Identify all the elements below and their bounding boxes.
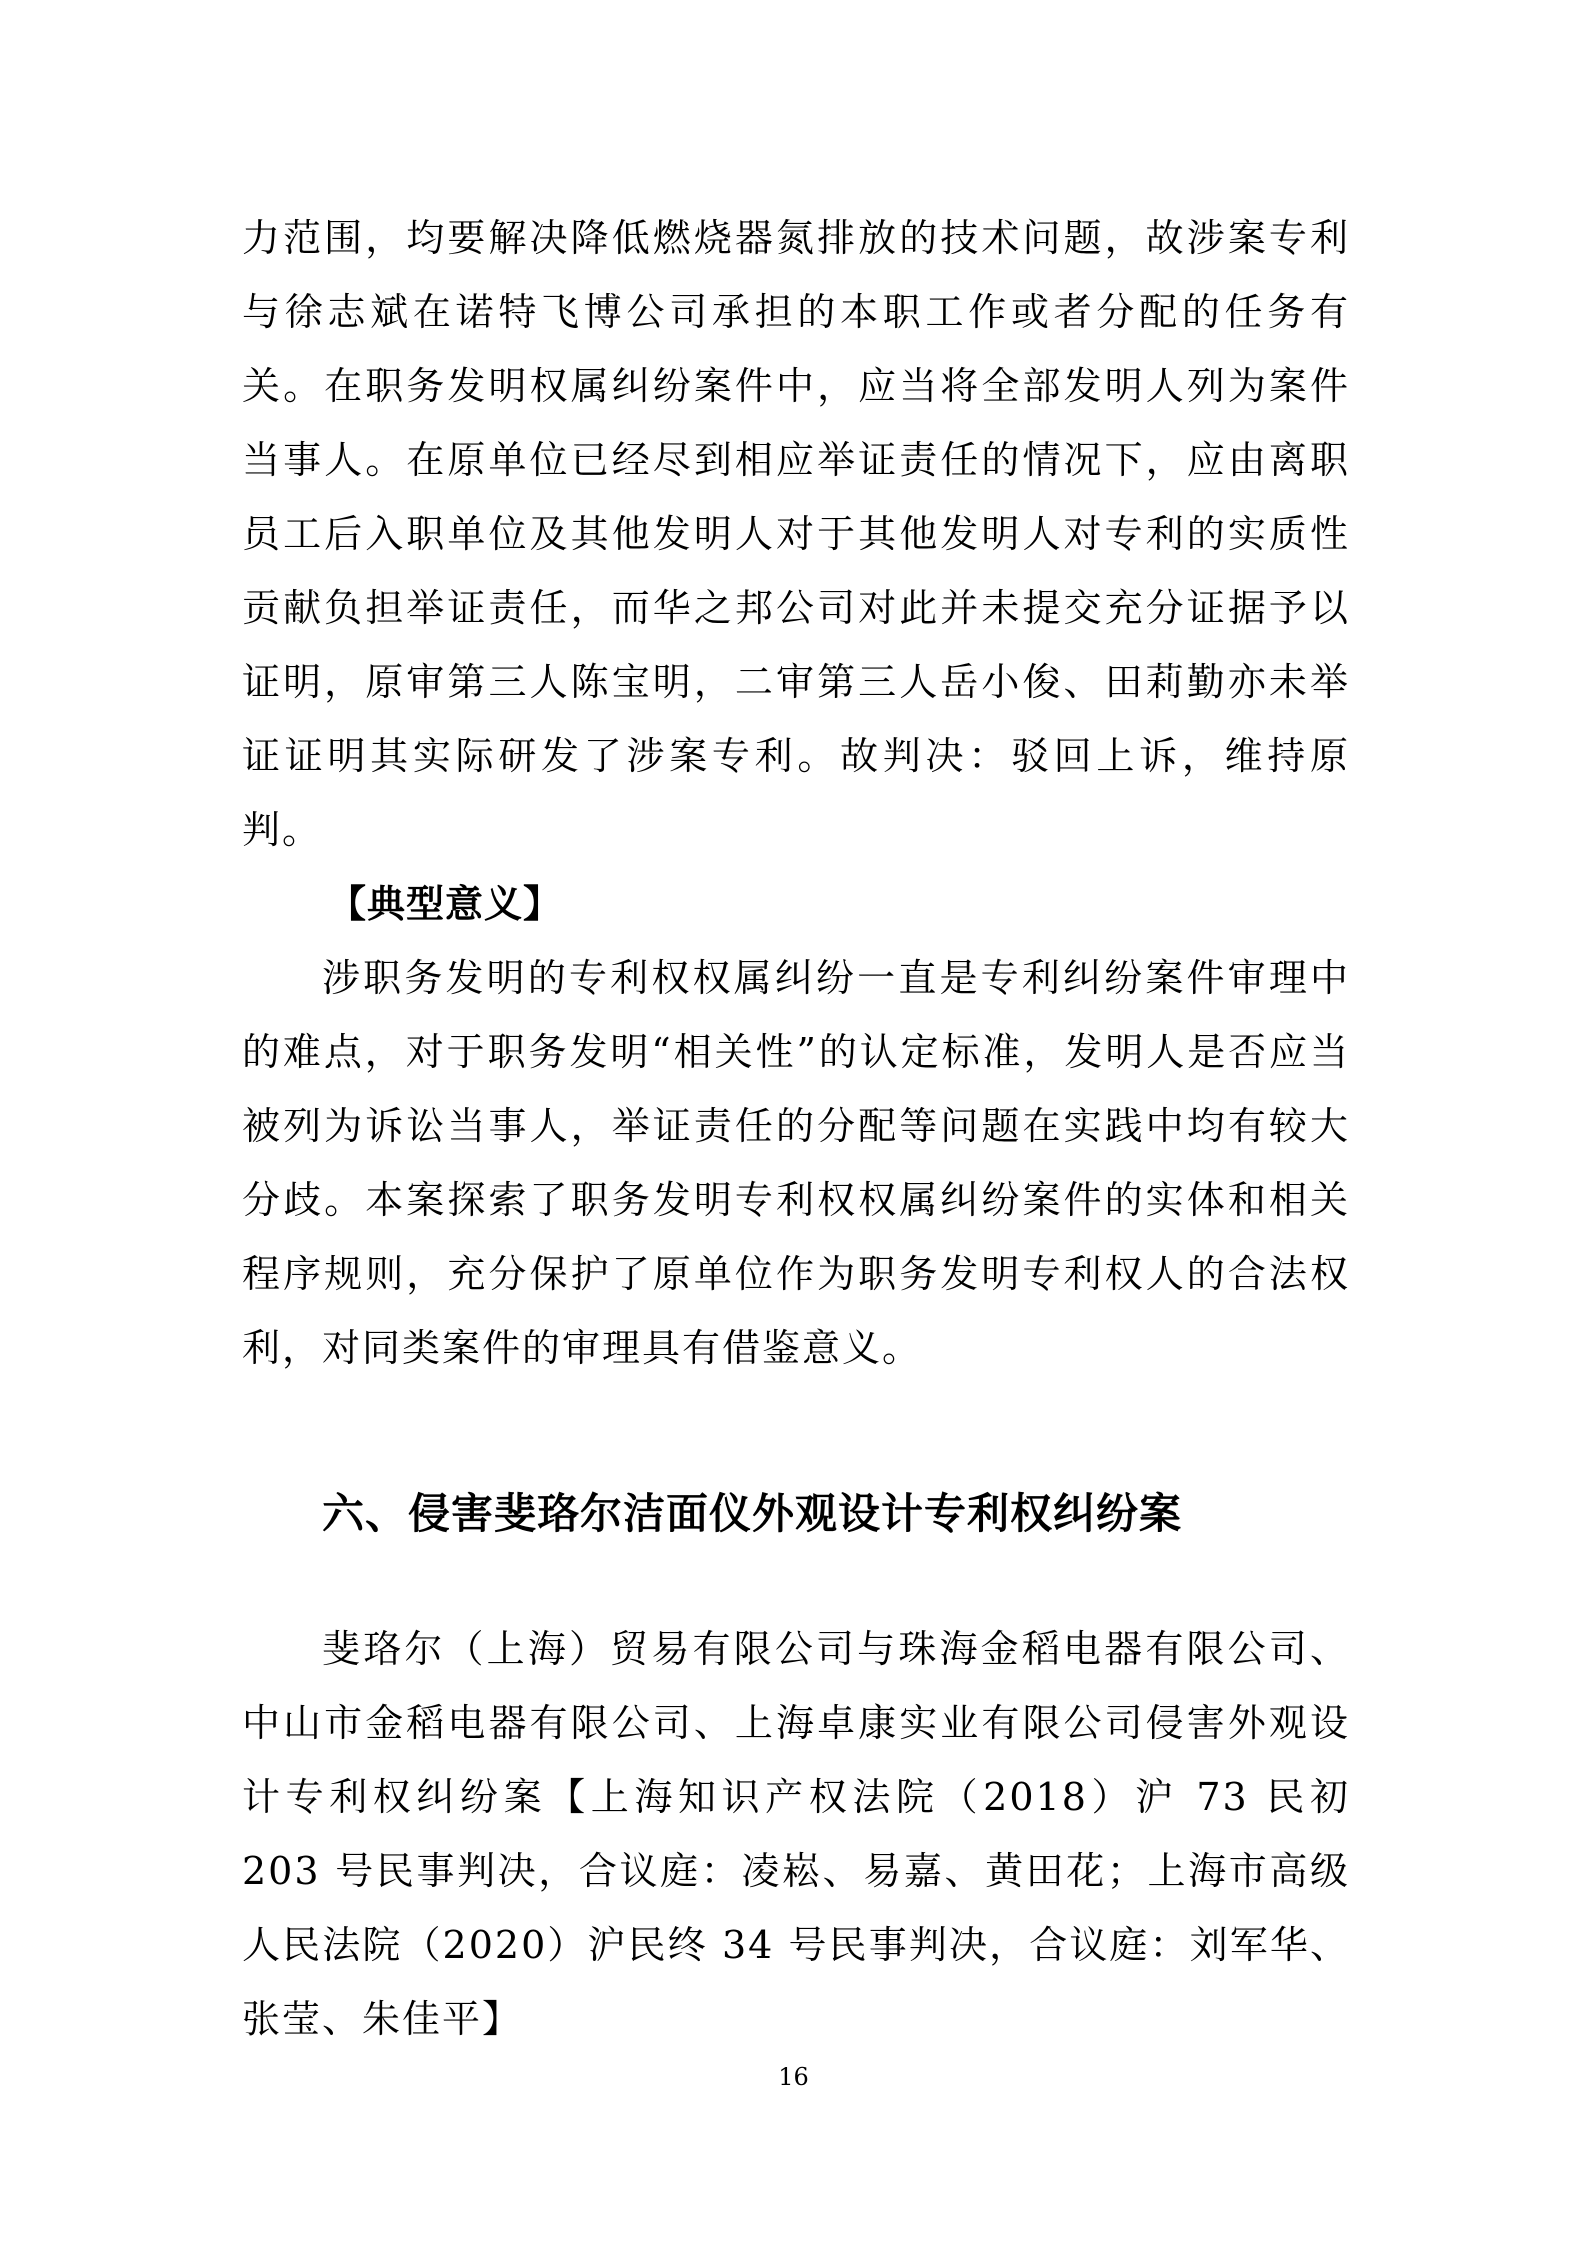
case-intro-block [242, 1612, 1350, 2056]
significance-paragraph: 涉职务发明的专利权权属纠纷一直是专利纠纷案件审理中的难点，对于职务发明“相关性”的认定标准，发明人是否应当被列为诉讼当事人，举证责任的分配等问题在实践中均有较大分歧。本案探索了职务发明专利权权属纠纷案件的实体和相关程序规则，充分保护了原单位作为职务发明专利权人的合法权利，对同类案件的审理具有借鉴意义。 [242, 956, 1350, 1370]
section-title: 六、侵害斐珞尔洁面仪外观设计专利权纠纷案 [322, 1489, 1183, 1538]
case-body-block [242, 201, 1350, 1385]
page-number: 16 [778, 2063, 809, 2091]
judgment-paragraph: 力范围，均要解决降低燃烧器氮排放的技术问题，故涉案专利与徐志斌在诺特飞博公司承担的本职工作或者分配的任务有关。在职务发明权属纠纷案件中，应当将全部发明人列为案件当事人。在原单位已经尽到相应举证责任的情况下，应由离职员工后入职单位及其他发明人对于其他发明人对专利的实质性贡献负担举证责任，而华之邦公司对此并未提交充分证据予以证明，原审第三人陈宝明，二审第三人岳小俊、田莉勤亦未举证证明其实际研发了涉案专利。故判决：驳回上诉，维持原判。 [242, 216, 1350, 852]
significance-heading: 【典型意义】 [328, 882, 563, 926]
case-intro-paragraph: 斐珞尔（上海）贸易有限公司与珠海金稻电器有限公司、中山市金稻电器有限公司、上海卓康实业有限公司侵害外观设计专利权纠纷案【上海知识产权法院（2018）沪 73 民初 203 号民事判决，合议庭：凌崧、易嘉、黄田花；上海市高级人民法院（2020）沪民终 34 号民事判决，合议庭：刘军华、张莹、朱佳平】 [242, 1627, 1350, 2041]
